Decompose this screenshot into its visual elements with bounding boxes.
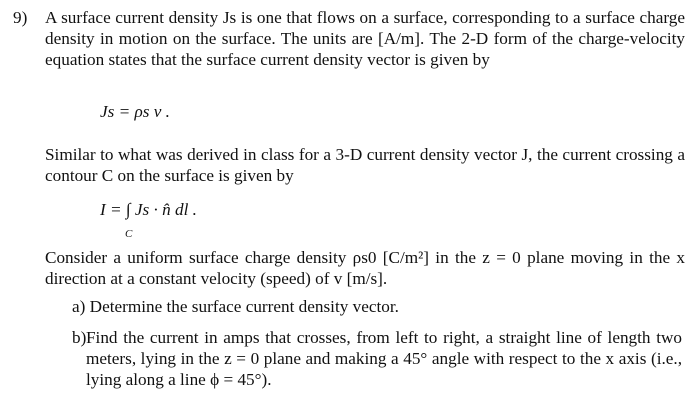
similar-paragraph: Similar to what was derived in class for a 3-D current density vector J, the current crossing a contour C on the surface is given by <box>45 145 685 185</box>
part-a <box>72 296 682 317</box>
part-a-text: Determine the surface current density vector. <box>89 297 399 316</box>
intro-paragraph: A surface current density Js is one that flows on a surface, corresponding to a surface charge density in motion on the surface. The units are [A/m]. The 2-D form of the charge-velocity equation states that the surface current density vector is given by <box>45 8 685 69</box>
part-b-text: Find the current in amps that crosses, from left to right, a straight line of length two meters, lying in the z = 0 plane and making a 45° angle with respect to the x axis (i.e., lying along a line ϕ = 45°). <box>86 328 682 389</box>
equation-current-integral <box>100 198 197 240</box>
part-b-label: b) <box>72 328 87 347</box>
integral-contour-label: C <box>125 228 133 240</box>
part-a-label: a) <box>72 297 86 316</box>
equation-surface-current: Js = ρs v . <box>100 102 170 121</box>
consider-paragraph: Consider a uniform surface charge density ρs0 [C/m²] in the z = 0 plane moving in the x direction at a constant velocity (speed) of v [m/s]. <box>45 248 685 288</box>
equation-current-integral-body: I = ∫ Js · n̂ dl . <box>100 200 197 219</box>
problem-number: 9) <box>13 8 28 27</box>
